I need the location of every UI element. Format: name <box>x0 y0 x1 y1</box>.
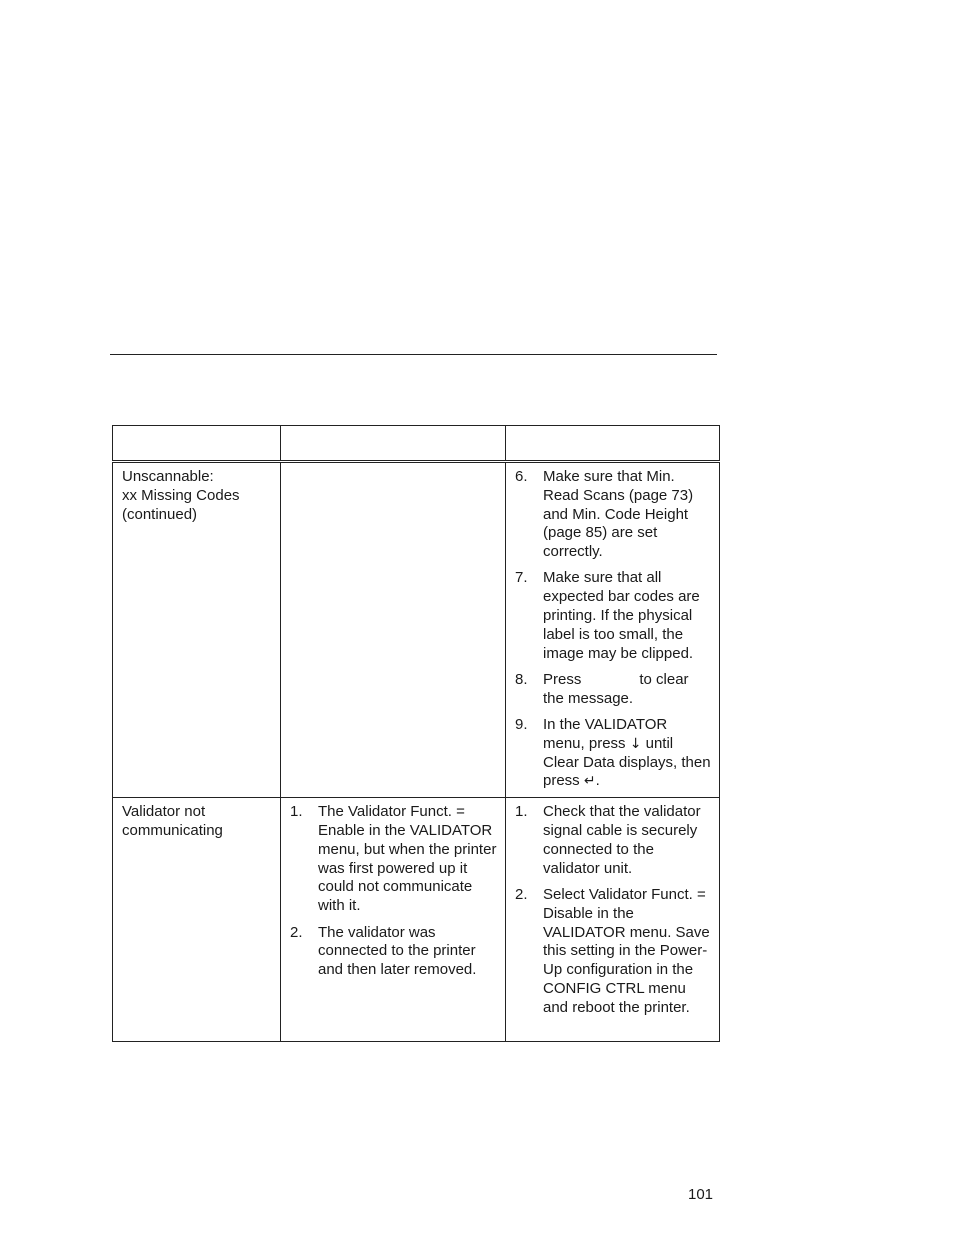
table-row <box>113 798 720 1042</box>
step-number: 2. <box>290 923 303 941</box>
message-line: (continued) <box>122 505 198 523</box>
step-text-part: . <box>595 772 600 790</box>
step-number: 2. <box>515 885 528 903</box>
solution-cell <box>506 462 720 798</box>
step-text: Make sure that all expected bar codes are printing. If the physical label is too small, the image may be clipped. <box>543 569 700 662</box>
step-number: 8. <box>515 670 528 688</box>
message-line: communicating <box>122 822 223 840</box>
step-number: 7. <box>515 569 528 587</box>
down-arrow-icon: ↓ <box>629 735 642 752</box>
list-item <box>515 671 711 709</box>
message-line: xx Missing Codes <box>122 486 240 504</box>
step-text <box>543 716 711 791</box>
step-text-part: to clear the message. <box>543 670 689 707</box>
solution-cell <box>506 798 720 1042</box>
step-text: The Validator Funct. = Enable in the VALIDATOR menu, but when the printer was first powered up it could not communicate with it. <box>318 803 497 915</box>
step-text-part: In the VALIDATOR menu, press <box>543 716 668 752</box>
message-line: Unscannable: <box>122 468 214 485</box>
step-text: Make sure that Min. Read Scans (page 73) and Min. Code Height (page 85) are set correctly. <box>543 468 694 561</box>
list-item <box>515 569 711 663</box>
column-header-cause <box>281 426 506 462</box>
step-text: Check that the validator signal cable is securely connected to the validator unit. <box>543 803 701 877</box>
step-text-part: Press <box>543 670 582 688</box>
cause-cell <box>281 462 506 798</box>
step-text-part: until Clear Data displays, then press <box>543 734 711 790</box>
message-line: Validator not <box>122 803 206 821</box>
step-number: 1. <box>290 803 303 821</box>
list-item <box>515 716 711 791</box>
step-text: The validator was connected to the printer and then later removed. <box>318 923 477 979</box>
troubleshooting-table <box>112 425 720 1042</box>
enter-key-icon: ↵ <box>583 773 596 790</box>
cause-cell <box>281 798 506 1042</box>
message-cell <box>113 798 281 1042</box>
message-cell <box>113 462 281 798</box>
list-item <box>515 468 711 562</box>
list-item <box>290 924 497 980</box>
step-text <box>543 671 711 709</box>
page-number: 101 <box>688 1186 714 1203</box>
table-header-row <box>113 426 720 462</box>
list-item <box>290 803 497 916</box>
header-rule <box>110 354 717 355</box>
step-number: 1. <box>515 803 528 821</box>
list-item <box>515 803 711 878</box>
step-text: Select Validator Funct. = Disable in the VALIDATOR menu. Save this setting in the Power-Up configuration in the CONFIG CTRL menu and reboot the printer. <box>543 885 710 1016</box>
step-number: 9. <box>515 716 528 734</box>
column-header-message <box>113 426 281 462</box>
list-item <box>515 886 711 1018</box>
table-row <box>113 462 720 798</box>
column-header-solution <box>506 426 720 462</box>
step-number: 6. <box>515 468 528 485</box>
